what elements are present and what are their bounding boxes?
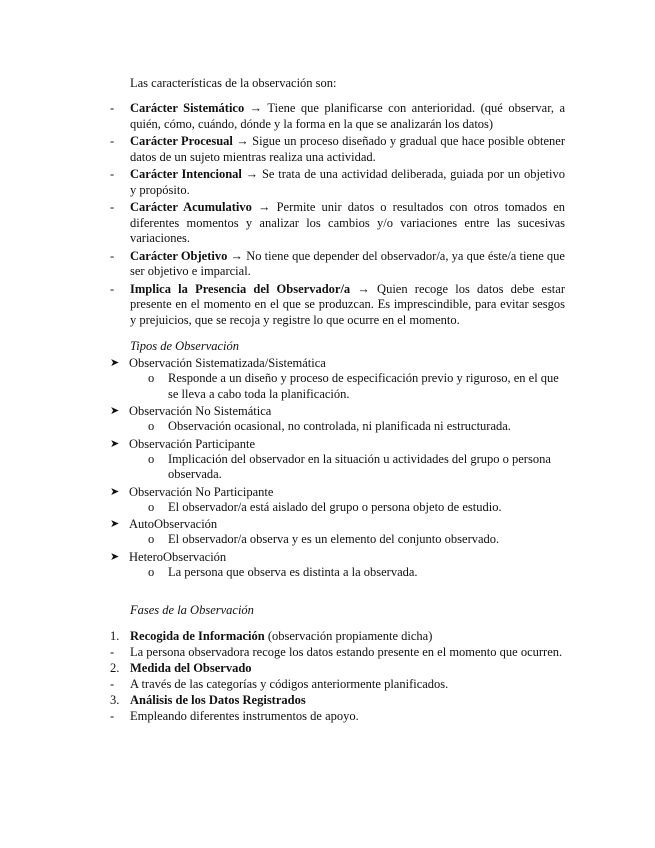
fase-number: 3.: [110, 693, 120, 707]
list-item: [110, 200, 565, 247]
item-term: Carácter Procesual: [130, 134, 233, 148]
tipo-desc: Observación ocasional, no controlada, ni planificada ni estructurada.: [168, 419, 511, 433]
fase-item: [110, 660, 580, 692]
item-text: → No tiene que depender del observador/a, ya que éste/a tiene que ser objetivo e imparcial.: [130, 248, 565, 278]
dash-bullet: -: [110, 248, 115, 263]
item-text: → Permite unir datos o resultados con otros tomados en diferentes momentos y analizar los cambios y/o variaciones entre las sucesivas variaciones.: [130, 200, 566, 245]
dash-bullet: -: [110, 134, 115, 148]
item-text: → Sigue un proceso diseñado y gradual que hace posible obtener datos de un sujeto mientras realiza una actividad.: [130, 134, 566, 164]
dash-bullet: -: [110, 200, 115, 214]
list-item: [110, 134, 565, 165]
dash-bullet: -: [110, 709, 115, 723]
item-text: → Tiene que planificarse con anterioridad. (qué observar, a quién, cómo, cuándo, dónde y la forma en la que se analizarán los datos): [130, 101, 565, 131]
arrow-bullet-icon: ➤: [110, 437, 120, 450]
tipo-item: [110, 355, 565, 402]
item-term: Carácter Sistemático: [130, 101, 245, 115]
circle-bullet: o: [148, 451, 155, 466]
tipos-heading: Tipos de Observación: [130, 339, 240, 353]
tipo-item: [110, 549, 565, 581]
list-item: [110, 282, 565, 329]
dash-bullet: -: [110, 101, 115, 115]
tipo-title: Observación No Sistemática: [129, 404, 272, 418]
tipos-list: [110, 355, 565, 581]
fases-list: [110, 628, 580, 724]
tipo-title: AutoObservación: [129, 517, 218, 531]
item-text: → Quien recoge los datos debe estar presente en el momento en el que se produzcan. Es imprescindible, para evitar sesgos y prejuicios, que se recoja y registre lo que ocurre en el momento.: [130, 281, 565, 327]
fase-title: Recogida de Información: [130, 629, 265, 643]
intro-text: Las características de la observación son:: [130, 76, 337, 90]
list-item: [110, 249, 565, 280]
item-text: → Se trata de una actividad deliberada, guiada por un objetivo y propósito.: [130, 167, 565, 197]
fase-extra: (observación propiamente dicha): [264, 629, 433, 643]
fase-title: Análisis de los Datos Registrados: [130, 693, 306, 707]
tipo-desc: El observador/a observa y es un elemento del conjunto observado.: [168, 532, 500, 546]
arrow-bullet-icon: ➤: [110, 518, 120, 530]
circle-bullet: o: [148, 564, 155, 579]
tipo-item: [110, 403, 565, 435]
tipo-title: Observación No Participante: [129, 484, 274, 499]
tipo-item: [110, 436, 565, 483]
fase-number: 1.: [110, 629, 120, 643]
caracteristicas-list: [110, 101, 565, 330]
dash-bullet: -: [110, 645, 115, 659]
circle-bullet: o: [148, 419, 155, 433]
circle-bullet: o: [148, 499, 155, 514]
fase-detail: Empleando diferentes instrumentos de apoyo.: [130, 709, 359, 723]
tipo-item: [110, 484, 565, 516]
item-term: Implica la Presencia del Observador/a: [130, 281, 351, 296]
circle-bullet: o: [148, 371, 155, 385]
tipo-desc: Implicación del observador en la situación u actividades del grupo o persona observada.: [168, 451, 551, 481]
item-term: Carácter Acumulativo: [130, 200, 252, 214]
fases-heading: Fases de la Observación: [130, 603, 254, 617]
dash-bullet: -: [110, 281, 115, 296]
tipo-title: HeteroObservación: [129, 549, 227, 564]
fase-number: 2.: [110, 661, 120, 675]
arrow-bullet-icon: ➤: [110, 485, 120, 498]
fase-detail: A través de las categorías y códigos anteriormente planificados.: [130, 677, 449, 691]
tipo-title: Observación Participante: [129, 436, 255, 451]
tipo-desc: El observador/a está aislado del grupo o persona objeto de estudio.: [168, 499, 502, 514]
dash-bullet: -: [110, 677, 115, 691]
arrow-bullet-icon: ➤: [110, 357, 120, 369]
list-item: [110, 167, 565, 198]
fase-item: [110, 628, 580, 660]
list-item: [110, 101, 565, 132]
circle-bullet: o: [148, 532, 155, 546]
arrow-bullet-icon: ➤: [110, 405, 120, 417]
fase-detail: La persona observadora recoge los datos estando presente en el momento que ocurren.: [130, 645, 563, 659]
fase-item: [110, 692, 580, 724]
dash-bullet: -: [110, 167, 115, 181]
fase-title: Medida del Observado: [130, 661, 252, 675]
tipo-desc: La persona que observa es distinta a la observada.: [168, 564, 418, 579]
arrow-bullet-icon: ➤: [110, 550, 120, 563]
tipo-desc: Responde a un diseño y proceso de especificación previo y riguroso, en el que se lleva a cabo toda la planificación.: [168, 371, 559, 401]
tipo-item: [110, 516, 565, 548]
item-term: Carácter Objetivo: [130, 248, 228, 263]
tipo-title: Observación Sistematizada/Sistemática: [129, 356, 326, 370]
item-term: Carácter Intencional: [130, 167, 242, 181]
